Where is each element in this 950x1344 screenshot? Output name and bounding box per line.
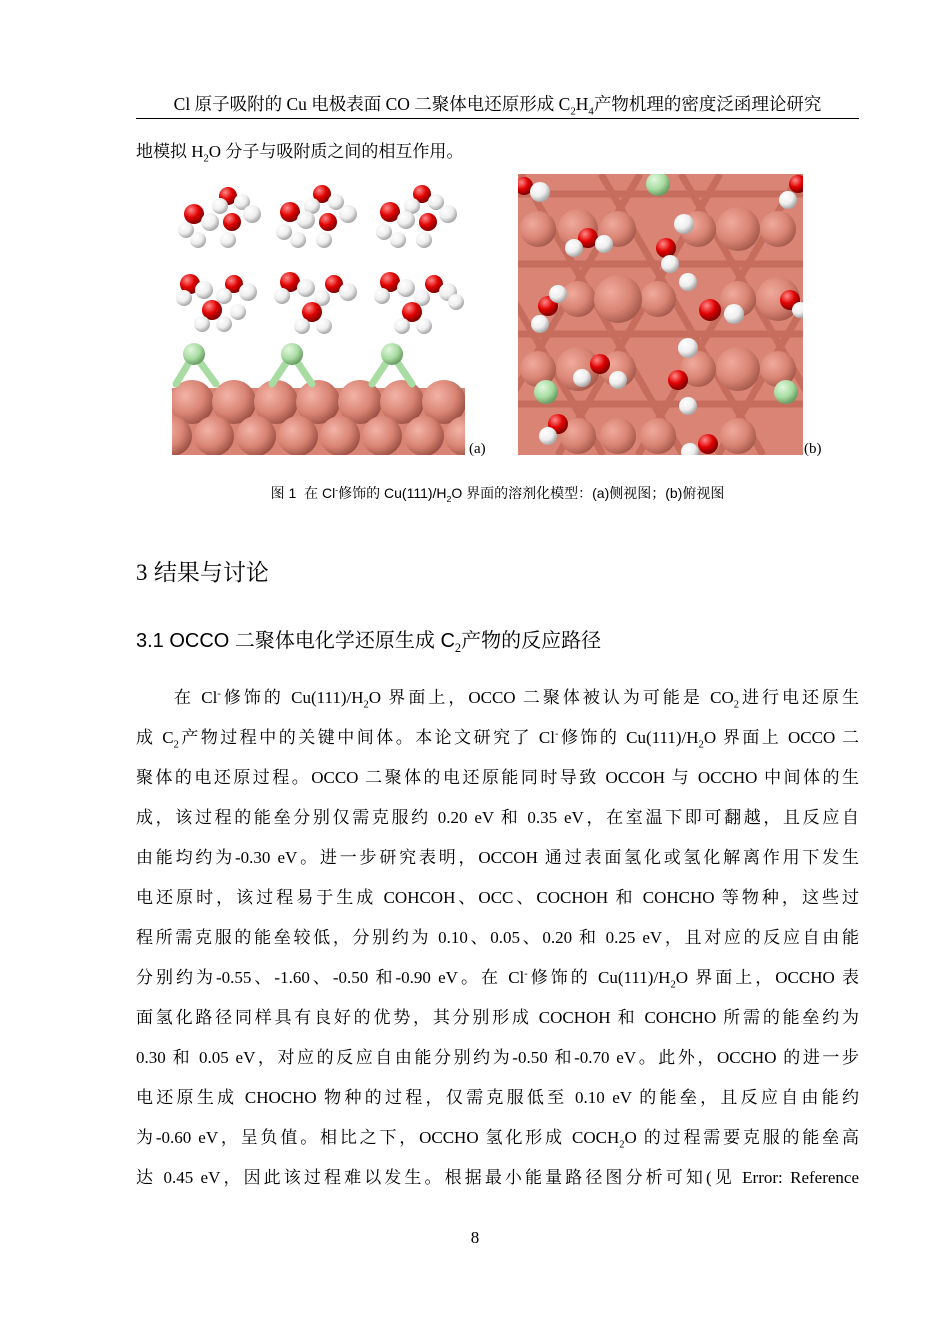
top-view-molecular-model (518, 174, 803, 455)
body-line-12: 为-0.60 eV，呈负值。相比之下，OCCHO 氢化形成 $COCH_2O$ 的过程需要克服的能垒高 (136, 1128, 859, 1151)
page-number: 8 (470, 1228, 480, 1247)
body-line-1: 在 Cl-修饰的 $Cu(111)/H_2O$ 界面上，OCCO 二聚体被认为可能是 $CO_2$进行电还原生 (174, 688, 860, 711)
figure-side-view (172, 174, 465, 455)
side-view-molecular-model (172, 174, 465, 455)
section-heading-3: 3 结果与讨论 (136, 559, 269, 585)
figure-top-view (518, 174, 803, 455)
body-line-10: 0.30 和 0.05 eV，对应的反应自由能分别约为-0.50 和-0.70 eV。此外，OCCHO 的进一步 (136, 1048, 859, 1067)
header-rule (136, 118, 859, 119)
body-line-13: 达 0.45 eV，因此该过程难以发生。根据最小能量路径图分析可知(见 Error: Reference (136, 1168, 859, 1187)
body-line-5: 由能均约为-0.30 eV。进一步研究表明，OCCOH 通过表面氢化或氢化解离作用下发生 (136, 848, 859, 867)
panel-label-b: (b) (804, 441, 822, 457)
body-line-8: 分别约为-0.55、-1.60、-0.50 和-0.90 eV。在 Cl-修饰的 $Cu(111)/H_2O$ 界面上，OCCHO 表 (136, 968, 860, 991)
body-line-9: 面氢化路径同样具有良好的优势，其分别形成 COCHOH 和 COHCHO 所需的能垒约为 (136, 1008, 859, 1027)
section-heading-3-1: 3.1 OCCO 二聚体电化学还原生成 $C_2$产物的反应路径 (136, 630, 602, 655)
intro-line: 地模拟 $H_2O$ 分子与吸附质之间的相互作用。 (136, 142, 464, 165)
running-header: Cl 原子吸附的 Cu 电极表面 CO 二聚体电还原形成 $C_2H_4$产物机理的密度泛函理论研究 (173, 94, 822, 118)
body-line-3: 聚体的电还原过程。OCCO 二聚体的电还原能同时导致 OCCOH 与 OCCHO 中间体的生 (136, 768, 859, 787)
body-line-7: 程所需克服的能垒较低，分别约为 0.10、0.05、0.20 和 0.25 eV，且对应的反应自由能 (136, 928, 859, 947)
body-line-11: 电还原生成 CHOCHO 物种的过程，仅需克服低至 0.10 eV 的能垒，且反应自由能约 (136, 1088, 859, 1107)
body-line-4: 成，该过程的能垒分别仅需克服约 0.20 eV 和 0.35 eV，在室温下即可翻越，且反应自 (136, 808, 859, 827)
panel-label-a: (a) (469, 441, 486, 457)
body-line-2: 成 $C_2$产物过程中的关键中间体。本论文研究了 Cl-修饰的 $Cu(111)/H_2O$ 界面上 OCCO 二 (136, 728, 860, 751)
figure-caption: 图 1 在 Cl-修饰的 $Cu(111)/H_2O$ 界面的溶剂化模型：(a)侧视图；(b)俯视图 (270, 484, 725, 504)
body-line-6: 电还原时，该过程易于生成 COHCOH、OCC、COCHOH 和 COHCHO 等物种，这些过 (136, 888, 859, 907)
